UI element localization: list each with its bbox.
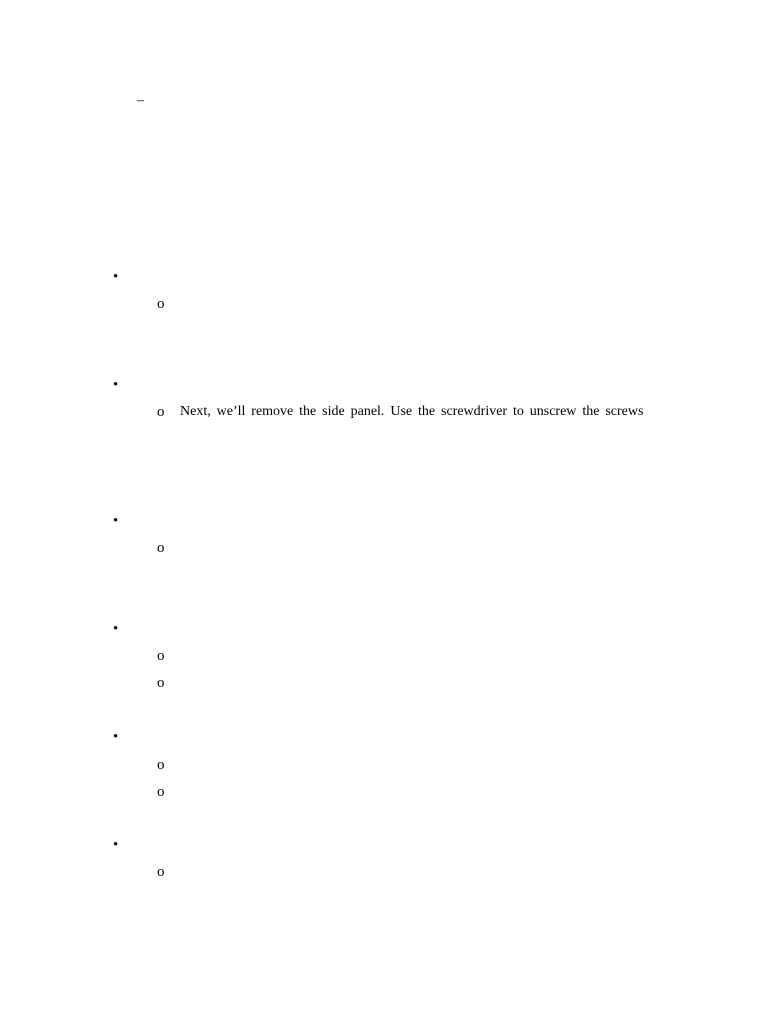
bullet-point: • xyxy=(113,621,119,637)
dash-mark: – xyxy=(137,93,144,108)
bullet-point: • xyxy=(113,729,119,745)
sub-bullet-point: o xyxy=(157,404,165,420)
sub-bullet-point: o xyxy=(157,648,165,664)
sub-bullet-point: o xyxy=(157,864,165,880)
sub-bullet-point: o xyxy=(157,296,165,312)
bullet-point: • xyxy=(113,837,119,853)
bullet-point: • xyxy=(113,269,119,285)
sub-bullet-point: o xyxy=(157,784,165,800)
sub-item-text: Next, we’ll remove the side panel. Use the screwdriver to unscrew the screws xyxy=(180,404,644,419)
bullet-point: • xyxy=(113,377,119,393)
sub-bullet-point: o xyxy=(157,675,165,691)
sub-bullet-point: o xyxy=(157,757,165,773)
bullet-point: • xyxy=(113,513,119,529)
sub-bullet-point: o xyxy=(157,540,165,556)
